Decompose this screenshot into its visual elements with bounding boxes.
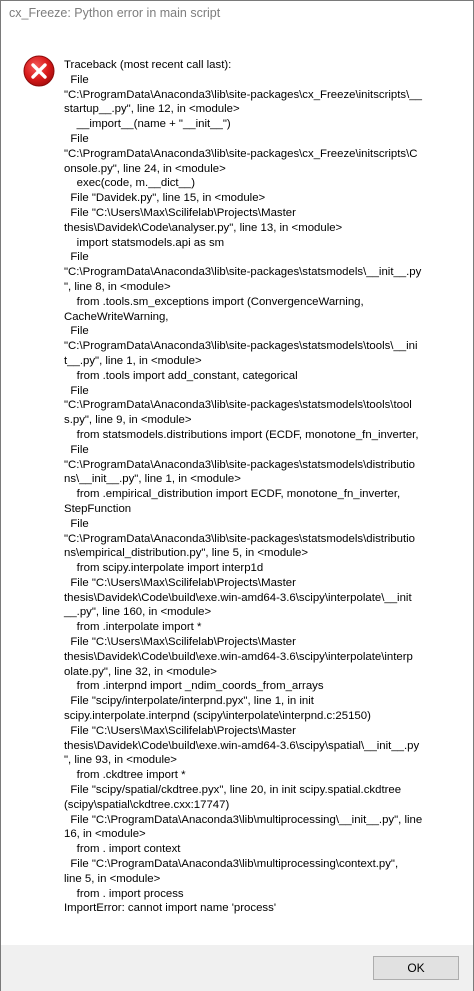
error-traceback-text: Traceback (most recent call last): File "C:\ProgramData\Anaconda3\lib\site-packages\cx_Freeze\initscripts\__ startup__.py", line 12, in <module> __import__(name + "__init__") File "C:\ProgramData\Anaconda3\lib\site-packages\cx_Freeze\initscripts\C onsole.py", line 24, in <module> exec(code, m.__dict__) File "Davidek.py", line 15, in <module> File "C:\Users\Max\Scilifelab\Projects\Master thesis\Davidek\Code\analyser.py", line 13, in <module> import statsmodels.api as sm File "C:\ProgramData\Anaconda3\lib\site-packages\statsmodels\__init__.py ", line 8, in <module> from .tools.sm_exceptions import (ConvergenceWarning, CacheWriteWarning, File "C:\ProgramData\Anaconda3\lib\site-packages\statsmodels\tools\__ini t__.py", line 1, in <module> from .tools import add_constant, categorical File "C:\ProgramData\Anaconda3\lib\site-packages\statsmodels\tools\tool s.py", line 9, in <module> from statsmodels.distributions import (ECDF, monotone_fn_inverter, File "C:\ProgramData\Anaconda3\lib\site-packages\statsmodels\distributio ns\__init__.py", line 1, in <module> from .empirical_distribution import ECDF, monotone_fn_inverter, StepFunction File "C:\ProgramData\Anaconda3\lib\site-packages\statsmodels\distributio ns\empirical_distribution.py", line 5, in <module> from scipy.interpolate import interp1d File "C:\Users\Max\Scilifelab\Projects\Master thesis\Davidek\Code\build\exe.win-amd64-3.6\scipy\interpolate\__init __.py", line 160, in <module> from .interpolate import * File "C:\Users\Max\Scilifelab\Projects\Master thesis\Davidek\Code\build\exe.win-amd64-3.6\scipy\interpolate\interp olate.py", line 32, in <module> from .interpnd import _ndim_coords_from_arrays File "scipy/interpolate/interpnd.pyx", line 1, in init scipy.interpolate.interpnd (scipy\interpolate\interpnd.c:25150) File "C:\Users\Max\Scilifelab\Projects\Master thesis\Davidek\Code\build\exe.win-amd64-3.6\scipy\spatial\__init__.py ", line 93, in <module> from .ckdtree import * File "scipy/spatial/ckdtree.pyx", line 20, in init scipy.spatial.ckdtree (scipy\spatial\ckdtree.cxx:17747) File "C:\ProgramData\Anaconda3\lib\multiprocessing\__init__.py", line 16, in <module> from . import context File "C:\ProgramData\Anaconda3\lib\multiprocessing\context.py", line 5, in <module> from . import process ImportError: cannot import name 'process' [64, 59, 423, 915]
window-title: cx_Freeze: Python error in main script [9, 6, 221, 20]
ok-button[interactable]: OK [373, 956, 459, 980]
dialog-footer [1, 945, 473, 991]
title-bar[interactable] [1, 1, 473, 29]
error-icon [23, 55, 55, 87]
dialog-content [1, 29, 473, 945]
